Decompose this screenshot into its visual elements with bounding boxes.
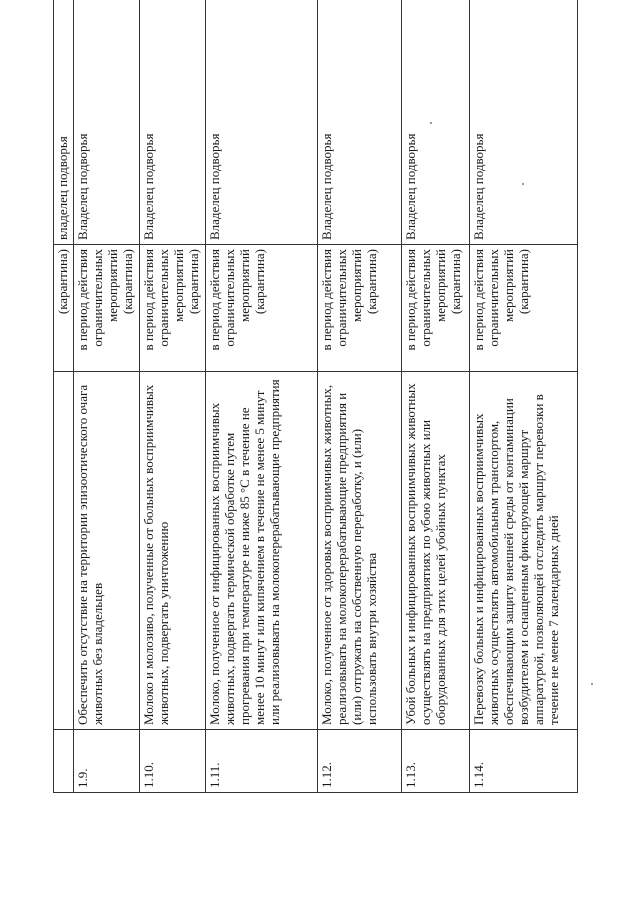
table-row-continuation bbox=[54, 0, 74, 793]
cell-period: в период действия ограничительных мероприятий (карантина) bbox=[402, 245, 470, 372]
cell-responsible: Владелец подворья bbox=[318, 0, 402, 245]
cell-period: в период действия ограничительных мероприятий (карантина) bbox=[206, 245, 318, 372]
cell-number bbox=[54, 730, 74, 793]
cell-description bbox=[54, 372, 74, 730]
cell-responsible: Владелец подворья bbox=[470, 0, 578, 245]
cell-number: 1.13. bbox=[402, 730, 470, 793]
cell-description: Перевозку больных и инфицированных восприимчивых животных осуществлять автомобильным транспортом, обеспечивающим защиту внешней среды от контаминации возбудителем и оснащенным фиксирующей маршрут аппаратурой, позволяющей отследить маршрут перевозки в течение не менее 7 календарных дней bbox=[470, 372, 578, 730]
cell-description: Молоко, полученное от инфицированных восприимчивых животных, подвергать термической обработке путем прогревания при температуре не ниже 85 °С в течение не менее 10 минут или кипячением в течение не менее 5 минут или реализовывать на молокоперерабатывающие предприятия bbox=[206, 372, 318, 730]
cell-period: в период действия ограничительных мероприятий (карантина) bbox=[318, 245, 402, 372]
cell-period: в период действия ограничительных мероприятий (карантина) bbox=[140, 245, 206, 372]
scan-speck bbox=[430, 122, 432, 124]
table-row bbox=[206, 0, 318, 793]
table-row bbox=[74, 0, 140, 793]
cell-responsible: владелец подворья bbox=[54, 0, 74, 245]
measures-table bbox=[53, 0, 578, 793]
cell-number: 1.12. bbox=[318, 730, 402, 793]
cell-number: 1.14. bbox=[470, 730, 578, 793]
cell-responsible: Владелец подворья bbox=[74, 0, 140, 245]
cell-responsible: Владелец подворья bbox=[402, 0, 470, 245]
cell-responsible: Владелец подворья bbox=[206, 0, 318, 245]
scan-speck bbox=[591, 683, 593, 685]
cell-description: Обеспечить отсутствие на территории эпизоотического очага животных без владельцев bbox=[74, 372, 140, 730]
cell-responsible: Владелец подворья bbox=[140, 0, 206, 245]
table-row bbox=[140, 0, 206, 793]
cell-number: 1.10. bbox=[140, 730, 206, 793]
cell-description: Убой больных и инфицированных восприимчивых животных осуществлять на предприятиях по убою животных или оборудованных для этих целей убойных пунктах bbox=[402, 372, 470, 730]
cell-period: в период действия ограничительных мероприятий (карантина) bbox=[470, 245, 578, 372]
table-row bbox=[402, 0, 470, 793]
rotated-table-wrapper bbox=[53, 13, 613, 793]
scan-speck bbox=[522, 183, 524, 185]
cell-period: в период действия ограничительных мероприятий (карантина) bbox=[74, 245, 140, 372]
cell-description: Молоко и молозиво, полученные от больных восприимчивых животных, подвергать уничтожению bbox=[140, 372, 206, 730]
cell-description: Молоко, полученное от здоровых восприимчивых животных, реализовывать на молокоперерабатывающие предприятия и (или) отгружать на собственную переработку, и (или) использовать внутри хозяйства bbox=[318, 372, 402, 730]
table-row bbox=[470, 0, 578, 793]
cell-number: 1.9. bbox=[74, 730, 140, 793]
cell-number: 1.11. bbox=[206, 730, 318, 793]
cell-period: (карантина) bbox=[54, 245, 74, 372]
table-row bbox=[318, 0, 402, 793]
